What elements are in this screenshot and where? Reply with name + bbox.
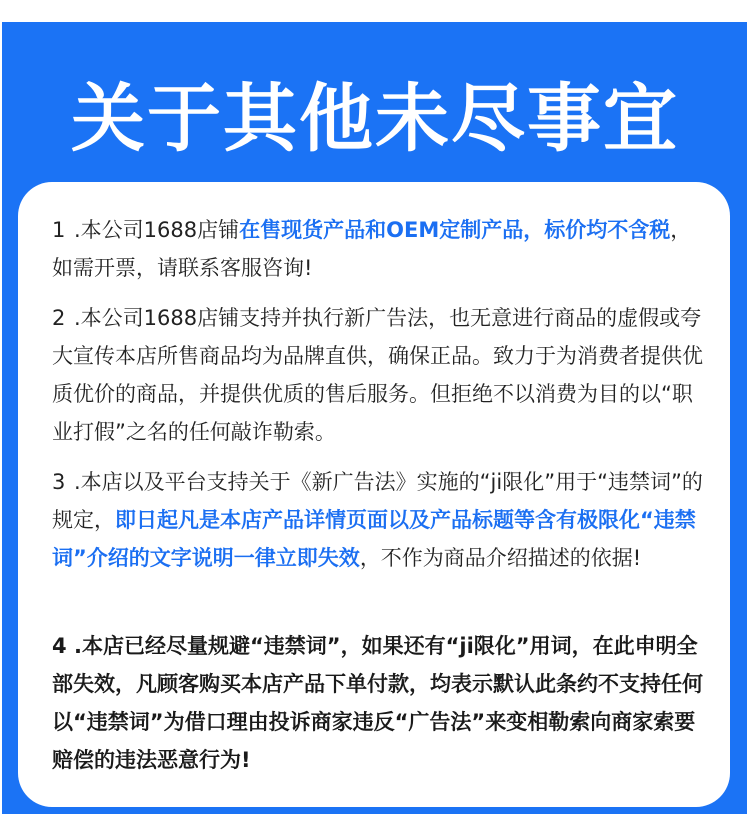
page-title: 关于其他未尽事宜 [71,76,679,162]
item-text: .本店已经尽量规避“违禁词”，如果还有“ji限化”用词，在此申明全部失效，凡顾客购买本店产品下单付款，均表示默认此条约不支持任何以“违禁词”为借口理由投诉商家违反“广告法”来变相勒索向商家索要赔偿的违法恶意行为! [52,634,703,772]
notice-item-4 [52,627,707,779]
item-number: 2 [52,306,66,330]
item-number: 1 [52,218,66,242]
item-text: ，不作为商品介绍描述的依据! [359,546,642,570]
notice-item-3 [52,463,707,577]
notice-item-1 [52,211,707,287]
item-text: .本店以及平台支持关于《新广告法》实施的“ji限化”用于“违禁词”的规定， [52,470,703,532]
item-highlight-text: 在售现货产品和OEM定制产品，标价均不含税 [239,218,671,242]
notice-item-2 [52,299,707,451]
item-text: ，如需开票，请联系客服咨询! [52,218,692,280]
item-highlight-text: 即日起凡是本店产品详情页面以及产品标题等含有极限化“违禁词”介绍的文字说明一律立即失效 [52,508,696,570]
item-number: 3 [52,470,66,494]
item-text: .本公司1688店铺支持并执行新广告法，也无意进行商品的虚假或夸大宣传本店所售商品均为品牌直供，确保正品。致力于为消费者提供优质优价的商品，并提供优质的售后服务。但拒绝不以消费为目的以“职业打假”之名的任何敲诈勒索。 [52,306,703,444]
item-number: 4 [52,634,67,658]
item-text: .本公司1688店铺 [74,218,240,242]
notice-card [18,182,730,807]
